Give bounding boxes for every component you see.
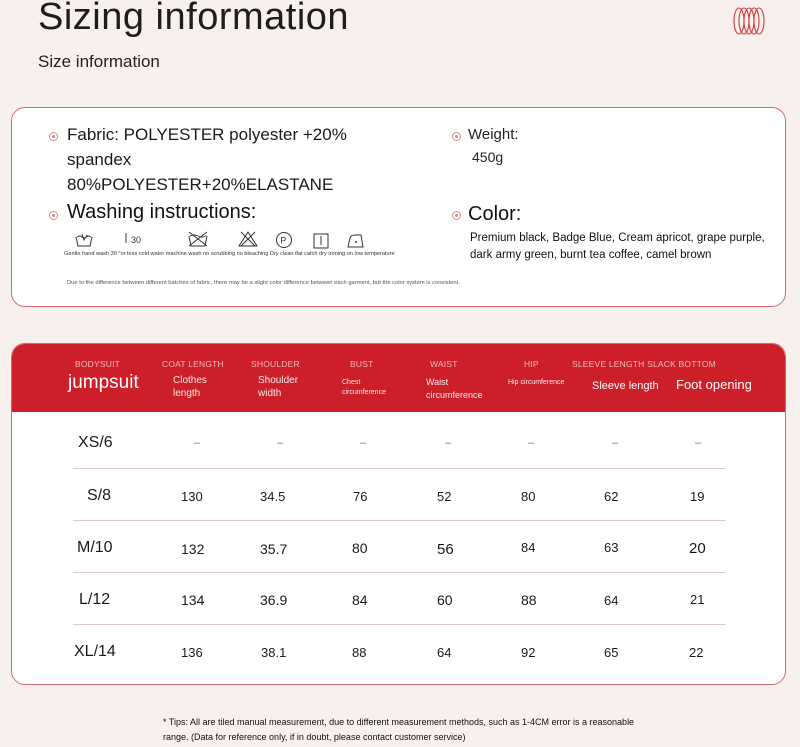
wash-temp-icon bbox=[124, 231, 154, 247]
color-bullet-icon bbox=[452, 211, 461, 220]
color-disclaimer: Due to the difference between different batches of fabric, there may be a slight color difference between each garment, but the color system is consistent. bbox=[67, 280, 460, 286]
fabric-line-1: Fabric: POLYESTER polyester +20% bbox=[67, 125, 347, 144]
table-cell: 52 bbox=[437, 489, 452, 504]
table-cell: 62 bbox=[604, 489, 619, 504]
table-cell: 80 bbox=[521, 489, 536, 504]
row-divider bbox=[73, 572, 726, 573]
weight-label: Weight: bbox=[468, 126, 519, 143]
row-divider bbox=[73, 624, 726, 625]
table-cell: – bbox=[612, 437, 619, 449]
washing-bullet-icon bbox=[49, 211, 58, 220]
weight-bullet-icon bbox=[452, 132, 461, 141]
table-cell: 63 bbox=[604, 540, 619, 555]
size-chart-card bbox=[11, 343, 786, 685]
color-list: Premium black, Badge Blue, Cream apricot, grape purple, dark army green, burnt tea coffee, camel brown bbox=[470, 232, 765, 261]
row-size-l: L/12 bbox=[79, 591, 111, 608]
weight-value: 450g bbox=[472, 149, 504, 165]
header-coat-length: COAT LENGTH bbox=[162, 359, 224, 369]
header-jumpsuit: jumpsuit bbox=[68, 372, 139, 393]
table-cell: 84 bbox=[352, 592, 368, 608]
rings-logo-icon bbox=[730, 6, 766, 36]
table-cell: 65 bbox=[604, 645, 619, 660]
row-size-s: S/8 bbox=[87, 487, 112, 504]
header-shoulder: SHOULDER bbox=[251, 359, 300, 369]
care-icons-row bbox=[74, 231, 374, 249]
header-bodysuit: BODYSUIT bbox=[75, 359, 121, 369]
page-title: Sizing information bbox=[38, 0, 350, 38]
no-bleach-icon bbox=[238, 231, 258, 247]
table-cell: 130 bbox=[181, 489, 203, 504]
table-cell: 20 bbox=[689, 540, 706, 557]
header-bust: BUST bbox=[350, 359, 374, 369]
hand-wash-icon bbox=[74, 231, 94, 247]
table-cell: 60 bbox=[437, 592, 453, 608]
dry-clean-icon bbox=[274, 231, 294, 249]
table-cell: 19 bbox=[690, 489, 705, 504]
size-chart-header bbox=[12, 344, 786, 412]
table-cell: 80 bbox=[352, 540, 368, 556]
svg-text:P: P bbox=[280, 235, 287, 246]
header-shoulder-width: Shoulder width bbox=[258, 375, 299, 399]
row-size-xs: XS/6 bbox=[78, 434, 113, 451]
table-cell: 92 bbox=[521, 645, 536, 660]
low-iron-icon bbox=[346, 231, 366, 249]
fabric-line-3: 80%POLYESTER+20%ELASTANE bbox=[67, 175, 334, 194]
header-waist-circumference: Waist circumference bbox=[426, 377, 483, 400]
table-cell: 64 bbox=[437, 645, 452, 660]
table-cell: – bbox=[277, 437, 284, 449]
header-waist: WAIST bbox=[430, 359, 458, 369]
drip-dry-icon bbox=[312, 231, 330, 249]
svg-text:30: 30 bbox=[131, 235, 142, 245]
fabric-text bbox=[67, 122, 397, 197]
table-cell: – bbox=[194, 437, 201, 449]
table-cell: 36.9 bbox=[260, 592, 288, 608]
row-divider bbox=[73, 520, 726, 521]
header-chest-circumference: Chest circumference bbox=[342, 379, 386, 396]
row-divider bbox=[73, 468, 726, 469]
table-cell: 56 bbox=[437, 541, 454, 558]
header-sleeve-length: Sleeve length bbox=[592, 380, 659, 392]
header-foot-opening: Foot opening bbox=[676, 377, 752, 392]
table-cell: – bbox=[528, 437, 535, 449]
fabric-info-card bbox=[11, 107, 786, 307]
header-sleeve-slack: SLEEVE LENGTH SLACK BOTTOM bbox=[572, 359, 716, 369]
table-cell: 136 bbox=[181, 645, 203, 660]
table-cell: 88 bbox=[352, 645, 367, 660]
table-cell: – bbox=[445, 437, 452, 449]
table-cell: 84 bbox=[521, 540, 536, 555]
table-cell: 132 bbox=[181, 541, 205, 557]
fabric-bullet-icon bbox=[49, 132, 58, 141]
no-machine-wash-icon bbox=[186, 231, 210, 247]
header-hip-circumference: Hip circumference bbox=[508, 379, 565, 386]
row-size-m: M/10 bbox=[77, 539, 113, 556]
table-cell: 134 bbox=[181, 592, 205, 608]
table-cell: 38.1 bbox=[261, 645, 287, 660]
header-hip: HIP bbox=[524, 359, 539, 369]
fabric-line-2: spandex bbox=[67, 150, 132, 169]
table-cell: – bbox=[360, 437, 367, 449]
color-label: Color: bbox=[468, 203, 522, 225]
table-cell: 76 bbox=[353, 489, 368, 504]
page-subtitle: Size information bbox=[38, 52, 160, 71]
row-size-xl: XL/14 bbox=[74, 643, 116, 660]
table-cell: 21 bbox=[690, 592, 705, 607]
table-cell: 35.7 bbox=[260, 541, 288, 557]
table-cell: 22 bbox=[689, 645, 704, 660]
table-cell: 88 bbox=[521, 592, 537, 608]
header-clothes-length: Clothes length bbox=[173, 375, 207, 399]
washing-label: Washing instructions: bbox=[67, 201, 257, 223]
table-cell: 64 bbox=[604, 593, 619, 608]
tips-note: * Tips: All are tiled manual measurement, due to different measurement methods, such as 1-4CM error is a reasonable range. (Data for reference only, if in doubt, please contact customer service) bbox=[163, 717, 635, 742]
table-cell: 34.5 bbox=[260, 489, 286, 504]
care-instructions-text: Gentle hand wash 30 °or less cold water machine wash no scrubbing no bleaching Dry clean flat catch dry ironing on low temperature bbox=[64, 251, 395, 257]
table-cell: – bbox=[695, 437, 702, 449]
